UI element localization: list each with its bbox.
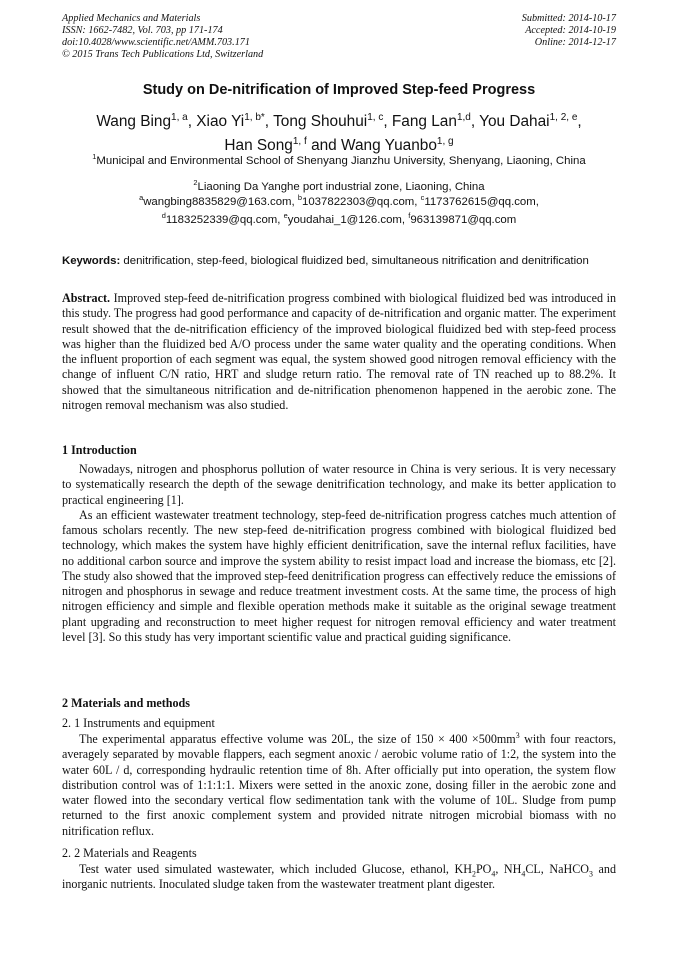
subsection-2-1-body	[62, 732, 616, 839]
journal-header-left	[62, 13, 263, 61]
abstract-label: Abstract.	[62, 291, 111, 305]
author-name: Wang Yuanbo	[341, 137, 437, 154]
doi-line: doi:10.4028/www.scientific.net/AMM.703.171	[62, 37, 250, 48]
email-address: wangbing8835829@163.com,	[143, 196, 295, 208]
email-address: 1037822303@qq.com,	[302, 196, 418, 208]
author-name: You Dahai	[479, 113, 550, 130]
keywords-label: Keywords:	[62, 255, 121, 267]
author-name: Wang Bing	[96, 113, 172, 130]
section-2-heading: 2 Materials and methods	[62, 696, 190, 710]
journal-name: Applied Mechanics and Materials	[62, 13, 201, 24]
keywords-text: denitrification, step-feed, biological fluidized bed, simultaneous nitrification and denitrification	[123, 255, 589, 267]
section-1-body	[62, 462, 616, 645]
subsection-2-2-body	[62, 862, 616, 893]
keywords	[62, 254, 616, 268]
abstract	[62, 291, 616, 413]
email-line-2: $^d$1183252339@qq.com, $^e$youdahai_1@126.com, $^f$963139871@qq.com	[161, 211, 517, 226]
paragraph: As an efficient wastewater treatment technology, step-feed de-nitrification progress catches much attention of famous scholars recently. The new step-feed de-nitrification progress combined with biological fluidized bed technology, which makes the system have highly efficient denitrification, save the internal reflux facilities, have no additional carbon source and improve the system ability to resist impact load and increase the biomass, etc [2]. The study also showed that the improved step-feed denitrification progress can effectively reduce the emissions of nitrogen and phosphorus in sewage and reduce treatment investment costs. At the same time, the process of high nitrogen efficiency and simple and flexible operation methods make it suitable as the original sewage treatment plant upgrading and reconstruction to meet higher request for nitrogen removal efficiency and water treatment level [3]. So this study has very important scientific value and practical guiding significance.	[62, 507, 616, 644]
affiliation-2: $^2$Liaoning Da Yanghe port industrial zone, Liaoning, China	[193, 178, 485, 193]
author-list	[40, 110, 638, 158]
author-name: Han Song	[224, 137, 293, 154]
email-address: 1173762615@qq.com,	[424, 196, 539, 208]
online-date: Online: 2014-12-17	[534, 37, 616, 48]
accepted-date: Accepted: 2014-10-19	[525, 25, 616, 36]
author-line-1: Wang Bing$^{1, a}$, Xiao $Yi^{1, b*}$, Tong Shouhui$^{1, c}$, Fang Lan$^{1,d}$, You Dahai$^{1, 2, e}$,	[96, 111, 582, 130]
email-line-1: $^a$wangbing8835829@163.com, $^b$1037822303@qq.com, $^c$1173762615@qq.com,	[139, 193, 539, 208]
email-address: 963139871@qq.com	[410, 214, 517, 226]
author-name: Fang Lan	[391, 113, 457, 130]
abstract-text: Improved step-feed de-nitrification progress combined with biological fluidized bed was introduced in this study. The progress had good performance and capacity of de-nitrification and organic matter. The experiment result showed that the de-nitrification efficiency of the improved biological fluidized bed with step-feed process was higher than the fluidized bed A/O process under the same water quality and the operating conditions. When the influent proportion of each segment was equal, the system showed good nitrogen removal efficiency with the change of influent C/N ratio, HRT and sludge return ratio. The removal rate of TN reached up to 88.2%. It showed that the simultaneous nitrification and de-nitrification phenomenon happened in the aerobic zone. The nitrogen removal mechanism was also studied.	[62, 291, 616, 412]
journal-header-right	[522, 13, 616, 49]
copyright-line: © 2015 Trans Tech Publications Ltd, Switzerland	[62, 49, 264, 60]
author-line-2: Han Song$^{1, f}$ and Wang Yuanbo$^{1, g}$	[224, 135, 454, 154]
paragraph: The experimental apparatus effective volume was 20L, the size of $150 \times 400 \times 500mm^3$ with four reactors, averagely separated by movable flappers, each segment anoxic / aerobic volume ratio of 1:2, the system into the water 60L / d, corresponding hydraulic retention time of 8h. After officially put into operation, the system flow distribution control was of 1:1:1:1. Mixers were setted in the anoxic zone, dosing filler in the aerobic zone and water flowed into the secondary vertical flow sedimentation tank with the volume of 10L. Sludge from pump returned to the first anoxic complement system and provided nitrate nitrogen microbial biomass with no nitrification reflux.	[62, 730, 617, 838]
author-name: Tong Shouhui	[273, 113, 368, 130]
section-1-heading: 1 Introduction	[62, 443, 137, 457]
subsection-2-2-heading: 2. 2 Materials and Reagents	[62, 846, 197, 860]
paragraph: Nowadays, nitrogen and phosphorus pollution of water resource in China is very serious. It is very necessary to systematically research the depth of the sewage denitrification technology, and make its better application to practical engineering [1].	[62, 462, 616, 507]
issn-line: ISSN: 1662-7482, Vol. 703, pp 171-174	[62, 25, 223, 36]
submitted-date: Submitted: 2014-10-17	[521, 13, 616, 24]
affiliation-1: $^1$Municipal and Environmental School of Shenyang Jianzhu University, Shenyang, Liaoning, China	[92, 152, 586, 167]
author-name: Xiao Yi	[196, 113, 245, 130]
subsection-2-1-heading: 2. 1 Instruments and equipment	[62, 716, 215, 730]
email-address: 1183252339@qq.com,	[165, 214, 281, 226]
paragraph: Test water used simulated wastewater, which included Glucose, ethanol, $KH_2PO_4$, $NH_4CL$, NaHCO$_3$ and inorganic nutrients. Inoculated sludge taken from the wastewater treatment plant digester.	[62, 862, 616, 892]
email-address: youdahai_1@126.com,	[287, 214, 406, 226]
paper-title: Study on De-nitrification of Improved Step-feed Progress	[142, 82, 536, 98]
